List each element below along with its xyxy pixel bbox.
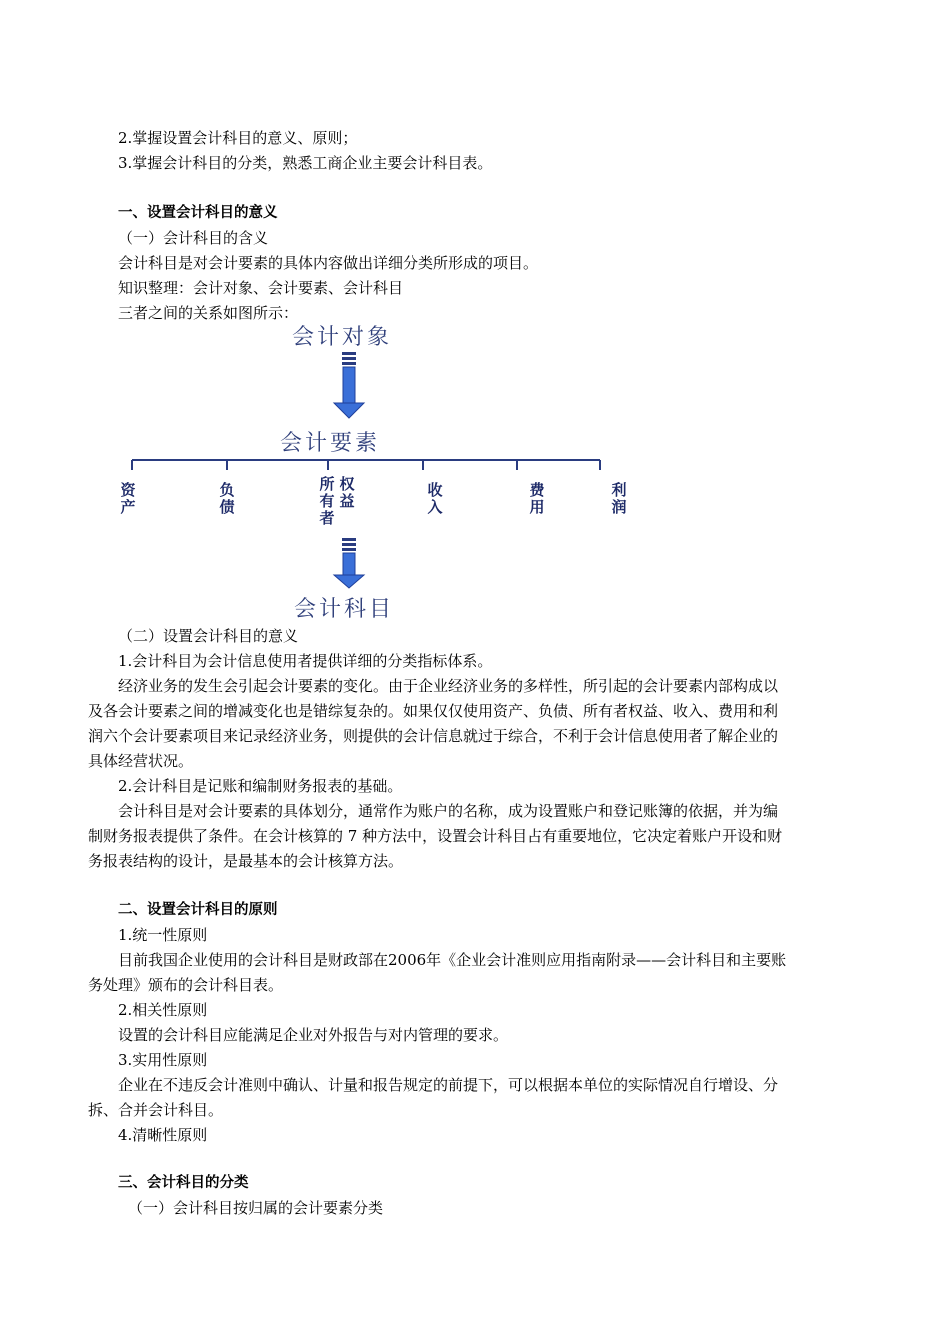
principle-2: 2.相关性原则 [118, 1001, 208, 1019]
paragraph-line: 制财务报表提供了条件。在会计核算的 7 种方法中，设置会计科目占有重要地位，它决定着账户开设和财 [88, 827, 783, 845]
elements-bracket [132, 460, 600, 470]
principle-3: 3.实用性原则 [118, 1051, 208, 1069]
element-revenue: 收入 [427, 481, 443, 516]
section-1-heading: 一、设置会计科目的意义 [118, 205, 278, 221]
paragraph-line: 企业在不违反会计准则中确认、计量和报告规定的前提下，可以根据本单位的实际情况自行增设、分 [118, 1076, 779, 1094]
objective-2: 2.掌握设置会计科目的意义、原则； [118, 129, 358, 147]
section-1-sub-1: （一）会计科目的含义 [118, 229, 269, 247]
principle-1: 1.统一性原则 [118, 926, 208, 944]
element-owners-equity: 所有者 权益 [319, 475, 355, 527]
section-1-sub-2: （二）设置会计科目的意义 [118, 627, 299, 645]
objective-3: 3.掌握会计科目的分类，熟悉工商企业主要会计科目表。 [118, 154, 493, 172]
diagram-middle-label: 会计要素 [280, 431, 381, 456]
paragraph-line: 拆、合并会计科目。 [88, 1101, 224, 1119]
meaning-point-1: 1.会计科目为会计信息使用者提供详细的分类指标体系。 [118, 652, 493, 670]
paragraph-line: 具体经营状况。 [88, 752, 194, 770]
paragraph-line: 经济业务的发生会引起会计要素的变化。由于企业经济业务的多样性，所引起的会计要素内部构成以 [118, 677, 779, 695]
section-2-heading: 二、设置会计科目的原则 [118, 902, 278, 918]
section-3-heading: 三、会计科目的分类 [118, 1175, 249, 1191]
arrow-down-icon [334, 538, 364, 588]
relation-text: 三者之间的关系如图所示： [118, 304, 299, 322]
arrow-down-icon [334, 352, 364, 418]
paragraph-line: 润六个会计要素项目来记录经济业务，则提供的会计信息就过于综合，不利于会计信息使用者了解企业的 [88, 727, 779, 745]
paragraph-line: 设置的会计科目应能满足企业对外报告与对内管理的要求。 [118, 1026, 509, 1044]
definition-text: 会计科目是对会计要素的具体内容做出详细分类所形成的项目。 [118, 254, 539, 272]
paragraph-line: 目前我国企业使用的会计科目是财政部在2006年《企业会计准则应用指南附录——会计科目和主要账 [118, 951, 787, 969]
meaning-point-2: 2.会计科目是记账和编制财务报表的基础。 [118, 777, 403, 795]
diagram-top-label: 会计对象 [292, 325, 393, 350]
element-expenses: 费用 [529, 481, 545, 516]
diagram-bottom-label: 会计科目 [294, 597, 395, 622]
element-assets: 资产 [120, 481, 136, 516]
element-liabilities: 负债 [219, 481, 235, 516]
paragraph-line: 会计科目是对会计要素的具体划分，通常作为账户的名称，成为设置账户和登记账簿的依据，并为编 [118, 802, 779, 820]
paragraph-line: 务报表结构的设计，是最基本的会计核算方法。 [88, 852, 404, 870]
knowledge-text: 知识整理：会计对象、会计要素、会计科目 [118, 279, 404, 297]
relationship-diagram [110, 320, 650, 620]
paragraph-line: 务处理》颁布的会计科目表。 [88, 976, 284, 994]
diagram-graphics [110, 320, 650, 620]
element-profit: 利润 [611, 481, 627, 516]
section-3-sub-1: （一）会计科目按归属的会计要素分类 [128, 1199, 384, 1217]
paragraph-line: 及各会计要素之间的增减变化也是错综复杂的。如果仅仅使用资产、负债、所有者权益、收入、费用和利 [88, 702, 779, 720]
principle-4: 4.清晰性原则 [118, 1126, 208, 1144]
